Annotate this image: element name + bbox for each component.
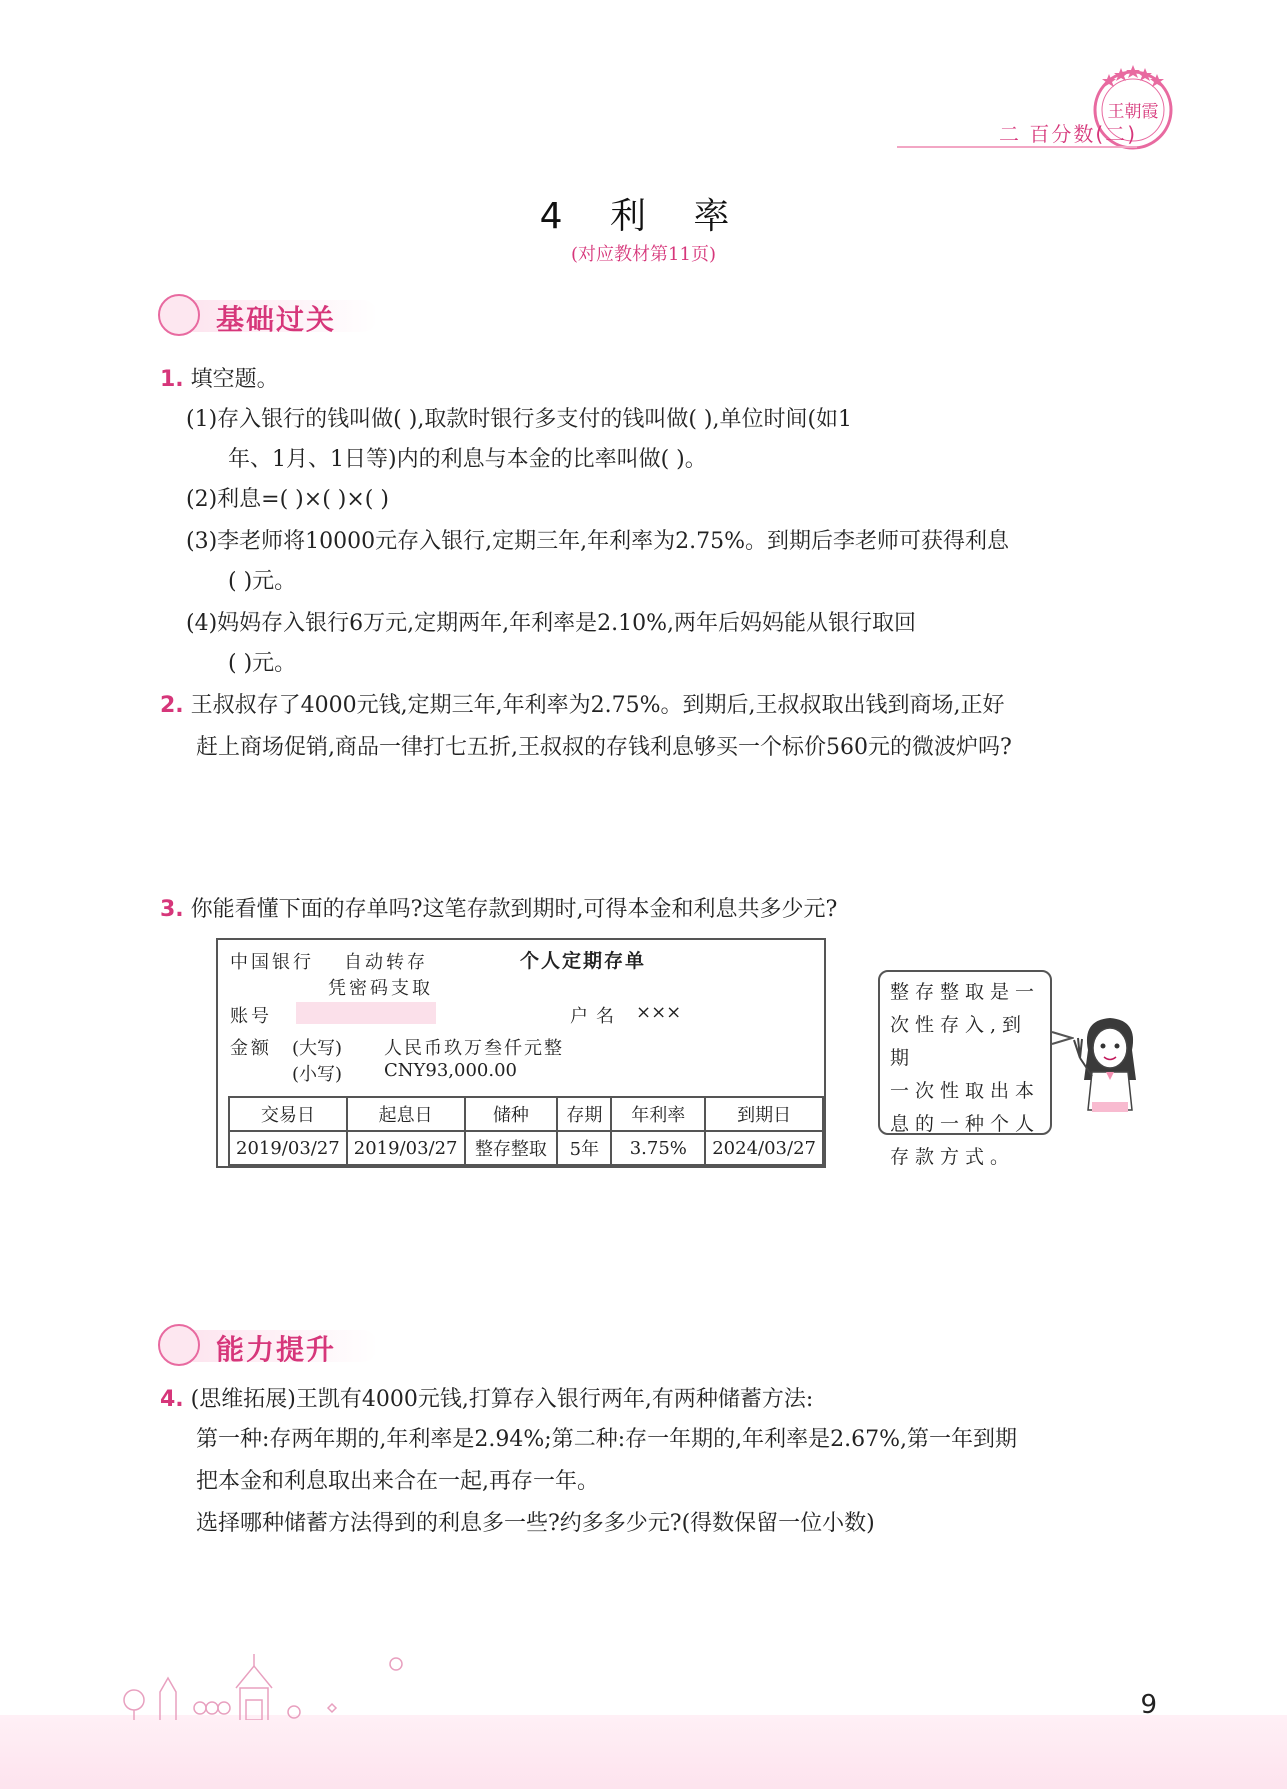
q2-line-a bbox=[160, 686, 1005, 726]
footer-decoration-icon bbox=[120, 1648, 440, 1720]
girl-illustration-icon bbox=[1070, 1010, 1150, 1125]
q1-p4b: ( )元。 bbox=[228, 651, 297, 676]
slip-cell-value-date: 2019/03/27 bbox=[347, 1131, 465, 1165]
q2-text-a: 王叔叔存了4000元钱,定期三年,年利率为2.75%。到期后,王叔叔取出钱到商场,正好 bbox=[190, 693, 1005, 718]
slip-lower-label: (小写) bbox=[292, 1064, 343, 1085]
slip-col-type: 储种 bbox=[465, 1097, 558, 1131]
speech-bubble bbox=[878, 970, 1052, 1168]
section-banner-advanced bbox=[158, 1322, 378, 1368]
section-banner-basic bbox=[158, 292, 378, 338]
bubble-line: 息的一种个人 bbox=[890, 1113, 1041, 1135]
q1-title: 填空题。 bbox=[190, 367, 279, 392]
svg-text:王朝霞: 王朝霞 bbox=[1107, 102, 1159, 122]
slip-cell-maturity: 2024/03/27 bbox=[705, 1131, 823, 1165]
q3-line bbox=[160, 890, 837, 930]
slip-upper-value: 人民币玖万叁仟元整 bbox=[384, 1038, 564, 1059]
bubble-line: 存款方式。 bbox=[890, 1146, 1016, 1168]
slip-acct-box bbox=[296, 1002, 436, 1024]
slip-cell-rate: 3.75% bbox=[611, 1131, 705, 1165]
table-row bbox=[229, 1131, 823, 1165]
q2-number: 2. bbox=[160, 693, 184, 718]
bubble-line: 一次性取出本 bbox=[890, 1080, 1041, 1102]
q4-text-d: 选择哪种储蓄方法得到的利息多一些?约多多少元?(得数保留一位小数) bbox=[196, 1511, 875, 1536]
q4-text-b: 第一种:存两年期的,年利率是2.94%;第二种:存一年期的,年利率是2.67%,第一年到期 bbox=[196, 1427, 1017, 1452]
q4-text-c: 把本金和利息取出来合在一起,再存一年。 bbox=[196, 1469, 599, 1494]
slip-bank: 中国银行 bbox=[230, 952, 314, 973]
q1-p1a: (1)存入银行的钱叫做( ),取款时银行多支付的钱叫做( ),单位时间(如1 bbox=[186, 407, 853, 432]
q1-p3a: (3)李老师将10000元存入银行,定期三年,年利率为2.75%。到期后李老师可获得利息 bbox=[186, 529, 1010, 554]
slip-name-value: ××× bbox=[636, 1002, 682, 1023]
q2-text-b: 赶上商场促销,商品一律打七五折,王叔叔的存钱利息够买一个标价560元的微波炉吗? bbox=[196, 735, 1012, 760]
slip-col-trade-date: 交易日 bbox=[229, 1097, 347, 1131]
q4-text-a: (思维拓展)王凯有4000元钱,打算存入银行两年,有两种储蓄方法: bbox=[190, 1387, 814, 1412]
section-title-advanced: 能力提升 bbox=[216, 1333, 337, 1366]
bubble-line: 次性存入,到期 bbox=[890, 1014, 1028, 1069]
slip-title: 个人定期存单 bbox=[520, 950, 647, 972]
slip-col-term: 存期 bbox=[557, 1097, 611, 1131]
slip-table-header bbox=[229, 1097, 823, 1131]
deposit-slip bbox=[216, 938, 826, 1168]
slip-col-rate: 年利率 bbox=[611, 1097, 705, 1131]
slip-table bbox=[228, 1096, 824, 1166]
mascot-icon bbox=[158, 294, 200, 336]
slip-acct-label: 账号 bbox=[230, 1006, 272, 1027]
page-subtitle: (对应教材第11页) bbox=[571, 244, 716, 265]
slip-col-value-date: 起息日 bbox=[347, 1097, 465, 1131]
slip-col-maturity: 到期日 bbox=[705, 1097, 823, 1131]
q3-number: 3. bbox=[160, 897, 184, 922]
page-title: 4 利 率 bbox=[539, 196, 748, 237]
slip-cell-type: 整存整取 bbox=[465, 1131, 558, 1165]
q1-p1b: 年、1月、1日等)内的利息与本金的比率叫做( )。 bbox=[228, 447, 707, 472]
q4-number: 4. bbox=[160, 1387, 184, 1412]
chapter-label: 二 百分数(二) bbox=[999, 122, 1137, 146]
slip-lower-value: CNY93,000.00 bbox=[384, 1060, 518, 1081]
slip-amount-label: 金额 bbox=[230, 1038, 272, 1059]
mascot-icon bbox=[158, 1324, 200, 1366]
slip-cell-term: 5年 bbox=[557, 1131, 611, 1165]
q1-p4a: (4)妈妈存入银行6万元,定期两年,年利率是2.10%,两年后妈妈能从银行取回 bbox=[186, 611, 917, 636]
footer-band bbox=[0, 1715, 1287, 1789]
q4-line-a bbox=[160, 1380, 813, 1420]
q1-number: 1. bbox=[160, 367, 184, 392]
slip-auto: 自动转存 bbox=[344, 952, 428, 973]
page-number: 9 bbox=[1140, 1690, 1157, 1720]
q1-p3b: ( )元。 bbox=[228, 569, 297, 594]
slip-cell-trade-date: 2019/03/27 bbox=[229, 1131, 347, 1165]
chapter-underline bbox=[897, 146, 1137, 148]
q1-p2: (2)利息=( )×( )×( ) bbox=[186, 487, 389, 512]
slip-name-label: 户名 bbox=[570, 1006, 622, 1027]
q1-heading bbox=[160, 360, 279, 400]
bubble-line: 整存整取是一 bbox=[890, 981, 1041, 1003]
section-title-basic: 基础过关 bbox=[216, 303, 337, 336]
q3-text: 你能看懂下面的存单吗?这笔存款到期时,可得本金和利息共多少元? bbox=[190, 897, 838, 922]
slip-upper-label: (大写) bbox=[292, 1038, 343, 1059]
slip-pwd: 凭密码支取 bbox=[328, 978, 433, 999]
